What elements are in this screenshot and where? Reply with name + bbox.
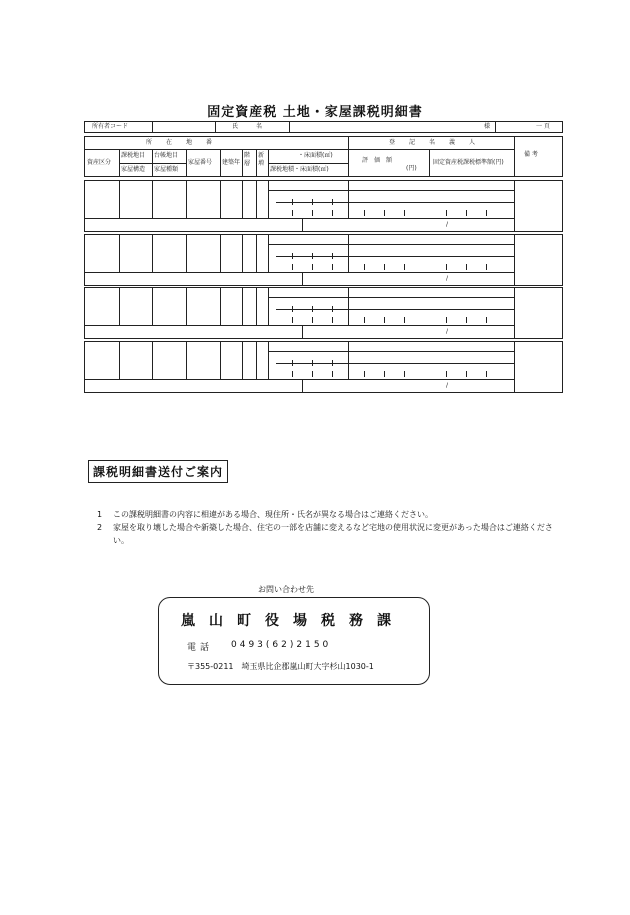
note-number: 2 bbox=[97, 523, 103, 532]
office-address: 〒355-0211 埼玉県比企郡嵐山町大字杉山1030-1 bbox=[187, 662, 374, 671]
slash-mark: / bbox=[446, 221, 449, 228]
note-item bbox=[97, 521, 567, 547]
office-name: 嵐山町役場税務課 bbox=[181, 613, 405, 629]
building-type-label: 家屋種類 bbox=[154, 166, 179, 173]
new-extension-label: 新増 bbox=[258, 152, 265, 167]
construction-year-label: 建築年 bbox=[222, 159, 241, 166]
owner-row bbox=[84, 121, 563, 133]
tax-statement-form bbox=[84, 121, 563, 393]
taxed-area-label: 課税地積・床面積(㎡) bbox=[270, 166, 329, 173]
note-number: 1 bbox=[97, 510, 103, 519]
guide-heading: 課税明細書送付ご案内 bbox=[88, 460, 228, 483]
guide-notes bbox=[97, 508, 567, 547]
note-text: この課税明細書の内容に相違がある場合、現住所・氏名が異なる場合はご連絡ください。 bbox=[113, 510, 433, 519]
contact-box bbox=[158, 597, 430, 685]
assessed-value-label: 評 価 額 bbox=[362, 157, 393, 164]
sama-label: 様 bbox=[484, 123, 491, 130]
registered-name-label: 登記名義人 bbox=[389, 139, 490, 146]
note-text: 家屋を取り壊した場合や新築した場合、住宅の一部を店舗に変えるなど宅地の使用状況に変更があった場合はご連絡ください。 bbox=[113, 523, 553, 545]
tax-base-label: 固定資産税課税標準額(円) bbox=[433, 159, 504, 166]
asset-category-label: 資産区分 bbox=[87, 159, 112, 166]
name-label: 氏 名 bbox=[232, 123, 263, 130]
phone-label: 電話 bbox=[187, 643, 214, 653]
page-label: 一 頁 bbox=[536, 123, 550, 130]
note-item bbox=[97, 508, 567, 521]
taxed-land-category-label: 課税地目 bbox=[121, 152, 146, 159]
location-label: 所在地番 bbox=[146, 139, 227, 146]
building-number-label: 家屋番号 bbox=[188, 159, 213, 166]
slash-mark: / bbox=[446, 328, 449, 335]
slash-mark: / bbox=[446, 275, 449, 282]
owner-code-label: 所有者コード bbox=[92, 123, 129, 130]
registry-land-category-label: 台帳地目 bbox=[154, 152, 179, 159]
slash-mark: / bbox=[446, 382, 449, 389]
page-title: 固定資産税 土地・家屋課税明細書 bbox=[207, 105, 423, 120]
phone-number: 0493(62)2150 bbox=[231, 640, 332, 650]
floor-level-label: 階層 bbox=[244, 152, 251, 167]
yen-unit-label: (円) bbox=[406, 165, 417, 172]
building-structure-label: 家屋構造 bbox=[121, 166, 146, 173]
floor-area-label: ・床面積(㎡) bbox=[298, 152, 333, 159]
remarks-label: 備 考 bbox=[524, 151, 538, 158]
contact-label: お問い合わせ先 bbox=[258, 585, 314, 594]
